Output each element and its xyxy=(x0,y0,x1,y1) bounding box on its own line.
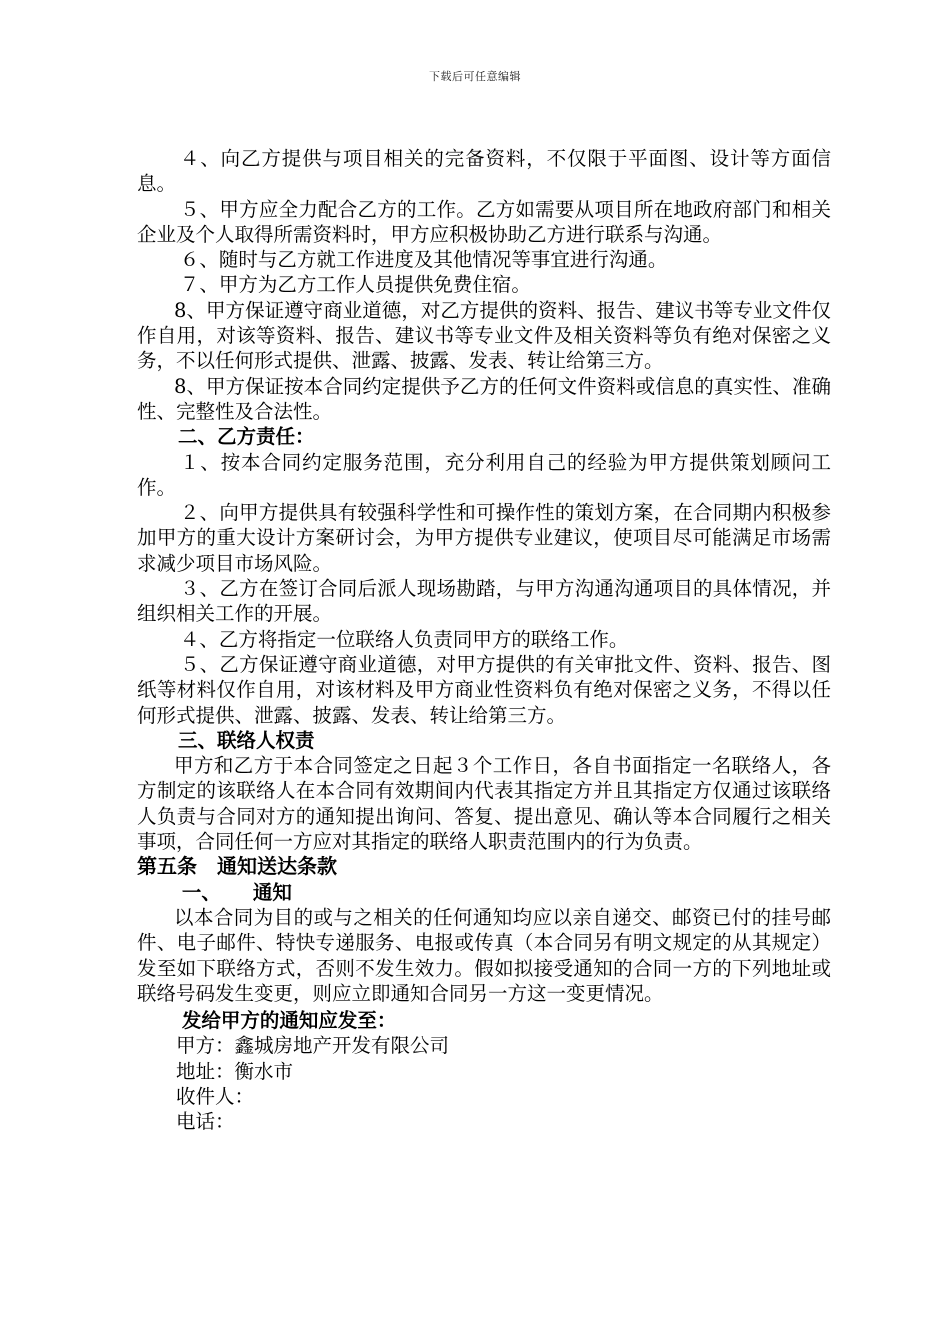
page-header-note: 下载后可任意编辑 xyxy=(429,70,521,83)
article-heading xyxy=(137,854,831,879)
party-a-address: 地址：衡水市 xyxy=(176,1059,294,1083)
notice-send-to: 发给甲方的通知应发至： xyxy=(181,1009,397,1033)
clause-a4: ４、向乙方提供与项目相关的完备资料，不仅限于平面图、设计等方面信息。 xyxy=(137,147,831,196)
clause-a8: 8、甲方保证遵守商业道德，对乙方提供的资料、报告、建议书等专业文件仅作自用，对该等资料、报告、建议书等专业文件及相关资料等负有绝对保密之义务，不以任何形式提供、泄露、披露、发表、转让给第三方。 xyxy=(137,298,831,373)
notice-sub-number: 一、 xyxy=(181,880,221,904)
section-heading-party-b: 二、乙方责任： xyxy=(177,425,315,449)
clause-b3: ３、乙方在签订合同后派人现场勘踏，与甲方沟通沟通项目的具体情况，并组织相关工作的开展。 xyxy=(137,577,831,626)
party-a-recipient: 收件人： xyxy=(176,1084,255,1108)
notice-sub-title: 通知 xyxy=(252,880,292,904)
party-a-name: 甲方：鑫城房地产开发有限公司 xyxy=(176,1034,450,1058)
article-title: 通知送达条款 xyxy=(217,854,337,879)
clause-b4: ４、乙方将指定一位联络人负责同甲方的联络工作。 xyxy=(179,627,629,651)
contract-body xyxy=(137,146,831,1135)
clause-c1: 甲方和乙方于本合同签定之日起３个工作日，各自书面指定一名联络人，各方制定的该联络人在本合同有效期间内代表其指定方并且其指定方仅通过该联络人负责与合同对方的通知提出询问、答复、提出意见、确认等本合同履行之相关事项，合同任何一方应对其指定的联络人职责范围内的行为负责。 xyxy=(137,754,831,854)
section-heading-liaison: 三、联络人权责 xyxy=(177,728,315,752)
clause-a6: ６、随时与乙方就工作进度及其他情况等事宜进行沟通。 xyxy=(179,248,668,272)
notice-body: 以本合同为目的或与之相关的任何通知均应以亲自递交、邮资已付的挂号邮件、电子邮件、特快专递服务、电报或传真（本合同另有明文规定的从其规定）发至如下联络方式，否则不发生效力。假如拟接受通知的合同一方的下列地址或联络号码发生变更，则应立即通知合同另一方这一变更情况。 xyxy=(137,905,831,1005)
party-a-phone: 电话： xyxy=(176,1110,235,1134)
article-number: 第五条 xyxy=(137,854,197,879)
clause-a5: ５、甲方应全力配合乙方的工作。乙方如需要从项目所在地政府部门和相关企业及个人取得所需资料时，甲方应积极协助乙方进行联系与沟通。 xyxy=(137,197,831,246)
notice-subheading xyxy=(137,880,831,905)
clause-b1: １、按本合同约定服务范围，充分利用自己的经验为甲方提供策划顾问工作。 xyxy=(137,450,831,499)
clause-b5: ５、乙方保证遵守商业道德，对甲方提供的有关审批文件、资料、报告、图纸等材料仅作自用，对该材料及甲方商业性资料负有绝对保密之义务，不得以任何形式提供、泄露、披露、发表、转让给第三方。 xyxy=(137,652,831,727)
clause-a8b: 8、甲方保证按本合同约定提供予乙方的任何文件资料或信息的真实性、准确性、完整性及合法性。 xyxy=(137,374,831,423)
clause-b2: ２、向甲方提供具有较强科学性和可操作性的策划方案，在合同期内积极参加甲方的重大设计方案研讨会，为甲方提供专业建议，使项目尽可能满足市场需求减少项目市场风险。 xyxy=(137,501,831,575)
clause-a7: ７、甲方为乙方工作人员提供免费住宿。 xyxy=(179,273,531,297)
